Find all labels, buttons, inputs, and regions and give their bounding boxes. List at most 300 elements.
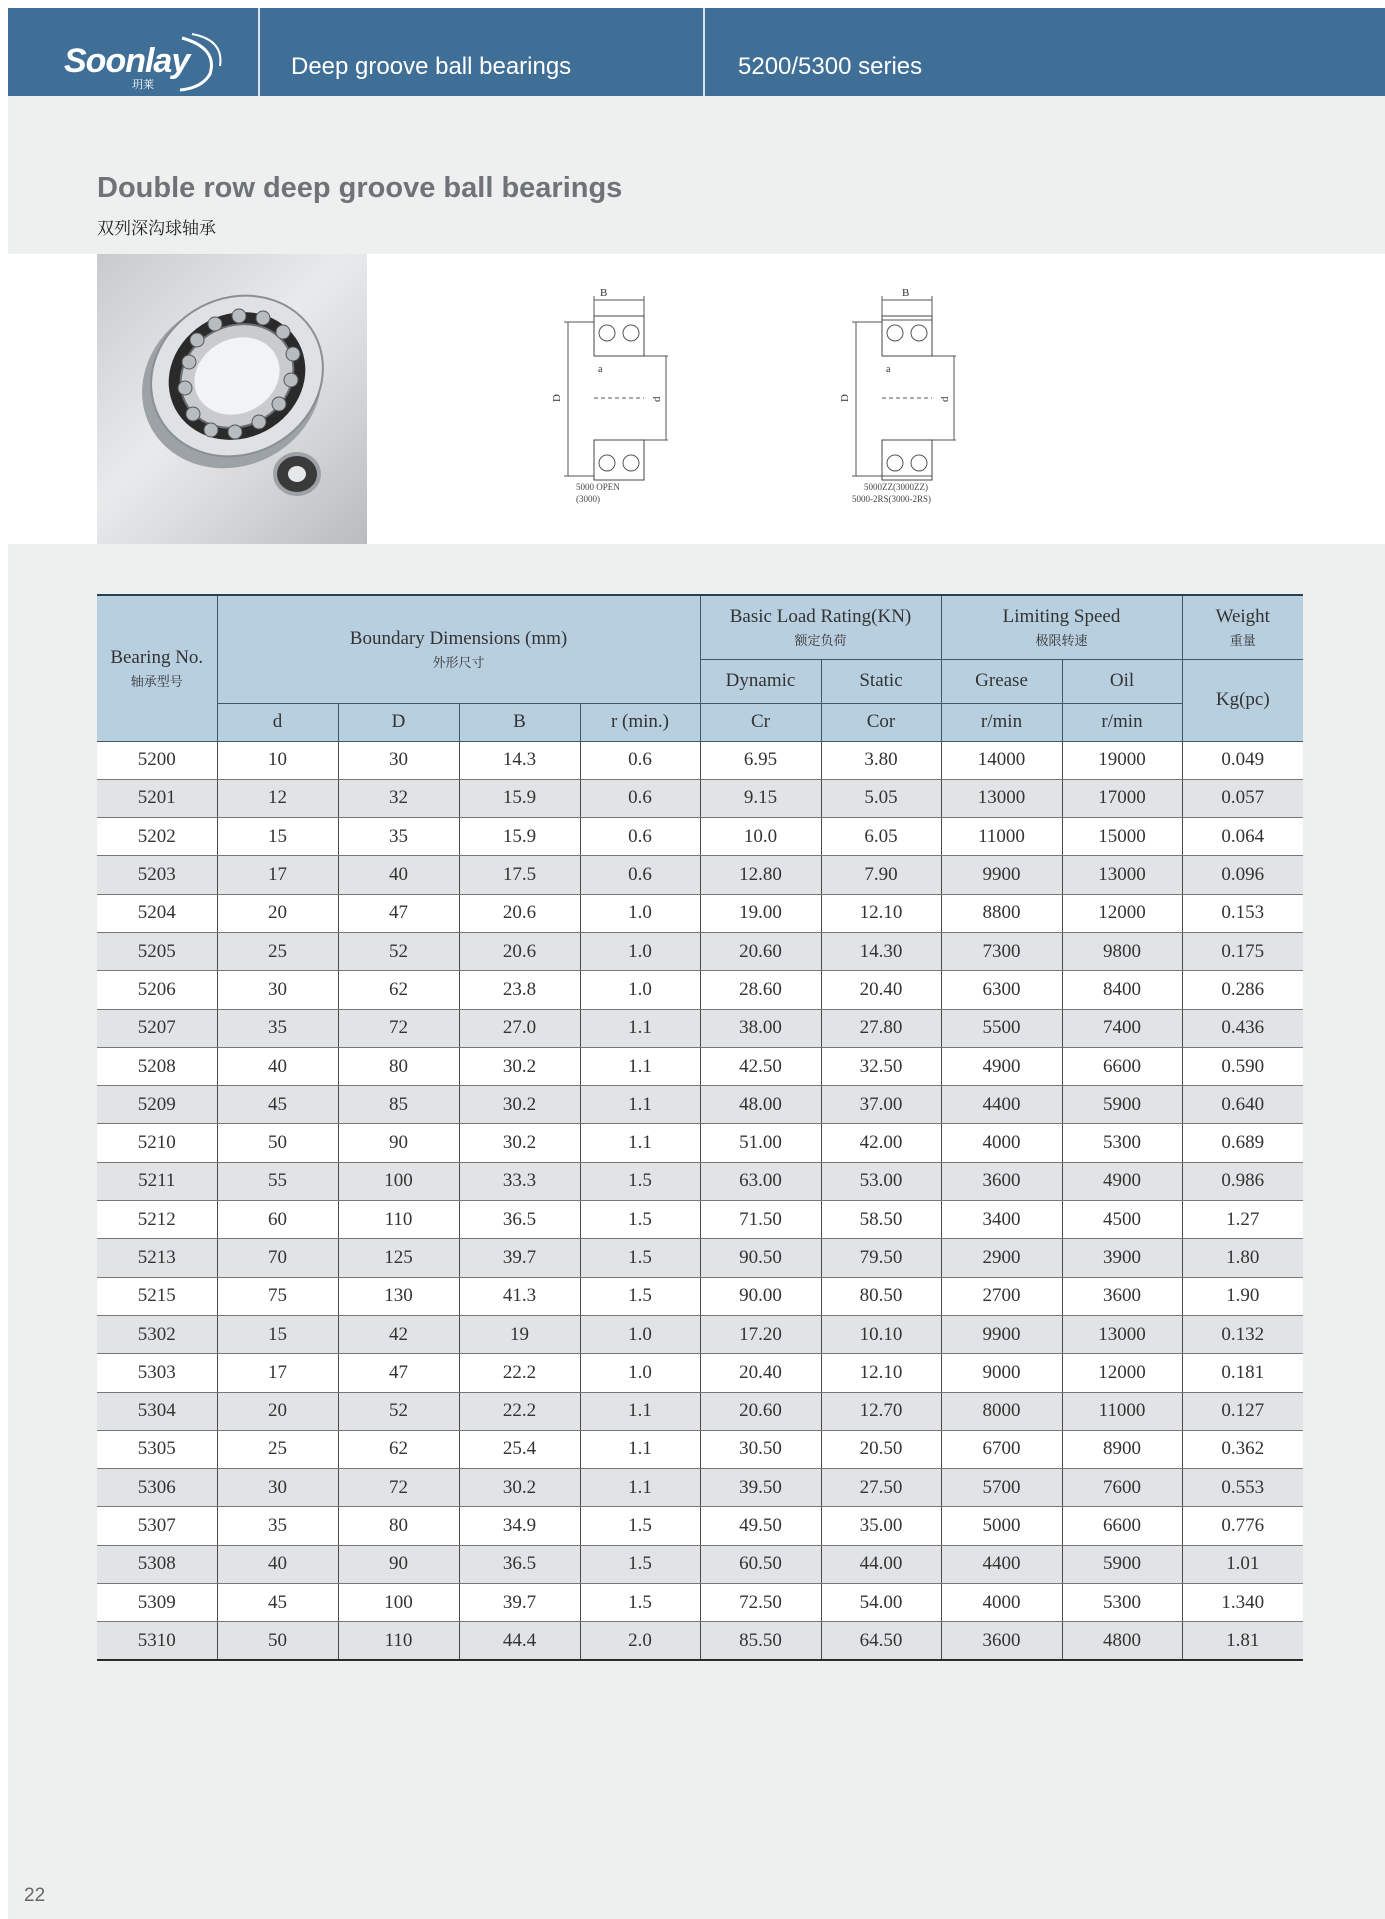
table-cell: 5215 bbox=[97, 1277, 217, 1315]
col-header-rmin-grease: r/min bbox=[941, 703, 1062, 741]
table-cell: 33.3 bbox=[459, 1162, 580, 1200]
table-cell: 5308 bbox=[97, 1545, 217, 1583]
table-cell: 52 bbox=[338, 1392, 459, 1430]
table-cell: 60.50 bbox=[700, 1545, 821, 1583]
table-row bbox=[97, 1430, 1303, 1468]
table-cell: 39.7 bbox=[459, 1584, 580, 1622]
table-cell: 62 bbox=[338, 971, 459, 1009]
table-cell: 48.00 bbox=[700, 1086, 821, 1124]
table-row bbox=[97, 1047, 1303, 1085]
table-cell: 5206 bbox=[97, 971, 217, 1009]
col-header-bearing-no: Bearing No. 轴承型号 bbox=[97, 595, 217, 741]
table-cell: 1.5 bbox=[580, 1239, 700, 1277]
table-cell: 47 bbox=[338, 894, 459, 932]
table-row bbox=[97, 1239, 1303, 1277]
table-cell: 5205 bbox=[97, 932, 217, 970]
col-header-weight: Weight 重量 bbox=[1182, 595, 1303, 659]
table-cell: 5304 bbox=[97, 1392, 217, 1430]
table-cell: 2900 bbox=[941, 1239, 1062, 1277]
table-cell: 50 bbox=[217, 1622, 338, 1660]
table-cell: 6700 bbox=[941, 1430, 1062, 1468]
table-cell: 5303 bbox=[97, 1354, 217, 1392]
table-cell: 1.1 bbox=[580, 1086, 700, 1124]
table-cell: 51.00 bbox=[700, 1124, 821, 1162]
table-row bbox=[97, 1584, 1303, 1622]
table-cell: 25.4 bbox=[459, 1430, 580, 1468]
col-header-cor: Cor bbox=[821, 703, 941, 741]
table-cell: 90.50 bbox=[700, 1239, 821, 1277]
diagram-caption: 5000 OPEN bbox=[576, 482, 620, 492]
table-cell: 60 bbox=[217, 1201, 338, 1239]
table-cell: 5305 bbox=[97, 1430, 217, 1468]
table-cell: 22.2 bbox=[459, 1392, 580, 1430]
table-cell: 5200 bbox=[97, 741, 217, 779]
table-cell: 0.286 bbox=[1182, 971, 1303, 1009]
page-title: Double row deep groove ball bearings bbox=[97, 172, 623, 204]
table-cell: 17 bbox=[217, 1354, 338, 1392]
table-cell: 10.10 bbox=[821, 1315, 941, 1353]
table-row bbox=[97, 971, 1303, 1009]
table-cell: 5203 bbox=[97, 856, 217, 894]
table-cell: 5.05 bbox=[821, 779, 941, 817]
table-cell: 20.60 bbox=[700, 1392, 821, 1430]
table-cell: 27.50 bbox=[821, 1469, 941, 1507]
table-cell: 30.2 bbox=[459, 1469, 580, 1507]
table-cell: 71.50 bbox=[700, 1201, 821, 1239]
col-header-dynamic: Dynamic bbox=[700, 659, 821, 703]
table-cell: 6.95 bbox=[700, 741, 821, 779]
table-cell: 17000 bbox=[1062, 779, 1182, 817]
table-row bbox=[97, 1469, 1303, 1507]
diagram-label-D: D bbox=[839, 394, 851, 402]
table-cell: 45 bbox=[217, 1584, 338, 1622]
diagram-label-b: B bbox=[902, 287, 910, 299]
table-cell: 12.70 bbox=[821, 1392, 941, 1430]
table-cell: 22.2 bbox=[459, 1354, 580, 1392]
table-cell: 72 bbox=[338, 1469, 459, 1507]
table-cell: 30 bbox=[338, 741, 459, 779]
table-cell: 17.20 bbox=[700, 1315, 821, 1353]
table-cell: 12000 bbox=[1062, 1354, 1182, 1392]
table-cell: 54.00 bbox=[821, 1584, 941, 1622]
table-cell: 40 bbox=[217, 1545, 338, 1583]
table-cell: 58.50 bbox=[821, 1201, 941, 1239]
table-cell: 5202 bbox=[97, 818, 217, 856]
table-cell: 7400 bbox=[1062, 1009, 1182, 1047]
col-header-kg: Kg(pc) bbox=[1182, 659, 1303, 741]
table-cell: 13000 bbox=[1062, 856, 1182, 894]
table-cell: 5207 bbox=[97, 1009, 217, 1047]
table-cell: 8400 bbox=[1062, 971, 1182, 1009]
table-cell: 52 bbox=[338, 932, 459, 970]
table-cell: 0.689 bbox=[1182, 1124, 1303, 1162]
table-cell: 42.00 bbox=[821, 1124, 941, 1162]
table-cell: 85 bbox=[338, 1086, 459, 1124]
col-header-d: d bbox=[217, 703, 338, 741]
table-cell: 20.50 bbox=[821, 1430, 941, 1468]
table-cell: 25 bbox=[217, 1430, 338, 1468]
table-cell: 38.00 bbox=[700, 1009, 821, 1047]
diagram-caption: (3000) bbox=[576, 494, 600, 504]
table-cell: 0.049 bbox=[1182, 741, 1303, 779]
table-cell: 5310 bbox=[97, 1622, 217, 1660]
table-cell: 0.057 bbox=[1182, 779, 1303, 817]
table-cell: 5500 bbox=[941, 1009, 1062, 1047]
table-cell: 1.81 bbox=[1182, 1622, 1303, 1660]
table-cell: 1.1 bbox=[580, 1124, 700, 1162]
table-cell: 5900 bbox=[1062, 1545, 1182, 1583]
col-header-B: B bbox=[459, 703, 580, 741]
table-cell: 37.00 bbox=[821, 1086, 941, 1124]
col-header-cr: Cr bbox=[700, 703, 821, 741]
col-header-boundary: Boundary Dimensions (mm) 外形尺寸 bbox=[217, 595, 700, 703]
table-row bbox=[97, 1354, 1303, 1392]
table-cell: 3900 bbox=[1062, 1239, 1182, 1277]
table-cell: 30 bbox=[217, 1469, 338, 1507]
header-divider bbox=[703, 8, 705, 96]
table-row bbox=[97, 1507, 1303, 1545]
table-cell: 90.00 bbox=[700, 1277, 821, 1315]
table-cell: 1.0 bbox=[580, 1315, 700, 1353]
table-cell: 1.5 bbox=[580, 1507, 700, 1545]
table-cell: 1.1 bbox=[580, 1047, 700, 1085]
table-cell: 36.5 bbox=[459, 1201, 580, 1239]
table-cell: 0.153 bbox=[1182, 894, 1303, 932]
table-cell: 15 bbox=[217, 1315, 338, 1353]
table-cell: 6600 bbox=[1062, 1507, 1182, 1545]
table-row bbox=[97, 1545, 1303, 1583]
table-cell: 27.80 bbox=[821, 1009, 941, 1047]
table-cell: 5302 bbox=[97, 1315, 217, 1353]
table-cell: 36.5 bbox=[459, 1545, 580, 1583]
table-row bbox=[97, 779, 1303, 817]
table-cell: 90 bbox=[338, 1124, 459, 1162]
table-cell: 44.00 bbox=[821, 1545, 941, 1583]
table-cell: 5211 bbox=[97, 1162, 217, 1200]
table-cell: 15000 bbox=[1062, 818, 1182, 856]
table-cell: 45 bbox=[217, 1086, 338, 1124]
table-cell: 19.00 bbox=[700, 894, 821, 932]
table-cell: 0.181 bbox=[1182, 1354, 1303, 1392]
table-cell: 42.50 bbox=[700, 1047, 821, 1085]
table-cell: 4900 bbox=[1062, 1162, 1182, 1200]
table-cell: 39.7 bbox=[459, 1239, 580, 1277]
table-cell: 5210 bbox=[97, 1124, 217, 1162]
table-row bbox=[97, 856, 1303, 894]
table-cell: 1.1 bbox=[580, 1430, 700, 1468]
table-cell: 1.01 bbox=[1182, 1545, 1303, 1583]
table-cell: 5000 bbox=[941, 1507, 1062, 1545]
diagram-caption: 5000ZZ(3000ZZ) bbox=[864, 482, 928, 492]
table-row bbox=[97, 1086, 1303, 1124]
table-cell: 8900 bbox=[1062, 1430, 1182, 1468]
table-cell: 3600 bbox=[941, 1622, 1062, 1660]
table-cell: 15 bbox=[217, 818, 338, 856]
table-cell: 5300 bbox=[1062, 1584, 1182, 1622]
table-cell: 80 bbox=[338, 1047, 459, 1085]
table-cell: 3600 bbox=[941, 1162, 1062, 1200]
table-cell: 100 bbox=[338, 1162, 459, 1200]
diagram-caption: 5000-2RS(3000-2RS) bbox=[852, 494, 932, 504]
table-cell: 80 bbox=[338, 1507, 459, 1545]
table-cell: 79.50 bbox=[821, 1239, 941, 1277]
table-cell: 9.15 bbox=[700, 779, 821, 817]
diagram-label-a: a bbox=[886, 364, 891, 375]
table-row bbox=[97, 1009, 1303, 1047]
table-cell: 5900 bbox=[1062, 1086, 1182, 1124]
table-body bbox=[97, 741, 1303, 1660]
table-cell: 15.9 bbox=[459, 779, 580, 817]
logo-swoosh-icon bbox=[172, 30, 224, 92]
table-cell: 1.340 bbox=[1182, 1584, 1303, 1622]
table-cell: 17.5 bbox=[459, 856, 580, 894]
table-row bbox=[97, 1622, 1303, 1660]
table-cell: 0.776 bbox=[1182, 1507, 1303, 1545]
table-cell: 1.5 bbox=[580, 1584, 700, 1622]
table-row bbox=[97, 1315, 1303, 1353]
table-cell: 12000 bbox=[1062, 894, 1182, 932]
table-cell: 0.064 bbox=[1182, 818, 1303, 856]
table-cell: 55 bbox=[217, 1162, 338, 1200]
table-cell: 62 bbox=[338, 1430, 459, 1468]
table-cell: 44.4 bbox=[459, 1622, 580, 1660]
header-divider bbox=[258, 8, 260, 96]
table-cell: 1.1 bbox=[580, 1392, 700, 1430]
table-cell: 63.00 bbox=[700, 1162, 821, 1200]
header-band bbox=[8, 8, 1385, 96]
table-cell: 110 bbox=[338, 1622, 459, 1660]
table-cell: 30.2 bbox=[459, 1047, 580, 1085]
table-cell: 40 bbox=[217, 1047, 338, 1085]
table-cell: 53.00 bbox=[821, 1162, 941, 1200]
table-cell: 20.60 bbox=[700, 932, 821, 970]
table-cell: 8000 bbox=[941, 1392, 1062, 1430]
table-cell: 3600 bbox=[1062, 1277, 1182, 1315]
table-cell: 72 bbox=[338, 1009, 459, 1047]
table-cell: 0.127 bbox=[1182, 1392, 1303, 1430]
table-cell: 34.9 bbox=[459, 1507, 580, 1545]
table-cell: 0.553 bbox=[1182, 1469, 1303, 1507]
table-cell: 9900 bbox=[941, 1315, 1062, 1353]
col-header-oil: Oil bbox=[1062, 659, 1182, 703]
section-title: Deep groove ball bearings bbox=[291, 53, 572, 80]
table-cell: 7600 bbox=[1062, 1469, 1182, 1507]
table-cell: 3400 bbox=[941, 1201, 1062, 1239]
table-cell: 20.6 bbox=[459, 894, 580, 932]
table-cell: 32.50 bbox=[821, 1047, 941, 1085]
table-cell: 4400 bbox=[941, 1086, 1062, 1124]
table-cell: 11000 bbox=[941, 818, 1062, 856]
table-cell: 64.50 bbox=[821, 1622, 941, 1660]
bearing-photo bbox=[97, 254, 367, 544]
table-cell: 8800 bbox=[941, 894, 1062, 932]
table-cell: 13000 bbox=[1062, 1315, 1182, 1353]
table-cell: 13000 bbox=[941, 779, 1062, 817]
table-cell: 6.05 bbox=[821, 818, 941, 856]
table-row bbox=[97, 1162, 1303, 1200]
page-number: 22 bbox=[24, 1885, 46, 1906]
table-row bbox=[97, 1124, 1303, 1162]
table-cell: 5306 bbox=[97, 1469, 217, 1507]
table-row bbox=[97, 894, 1303, 932]
table-cell: 7300 bbox=[941, 932, 1062, 970]
table-cell: 35 bbox=[217, 1009, 338, 1047]
table-cell: 12.10 bbox=[821, 894, 941, 932]
table-cell: 35 bbox=[338, 818, 459, 856]
table-cell: 23.8 bbox=[459, 971, 580, 1009]
diagram-open bbox=[540, 280, 670, 510]
table-cell: 6600 bbox=[1062, 1047, 1182, 1085]
table-cell: 10 bbox=[217, 741, 338, 779]
table-cell: 50 bbox=[217, 1124, 338, 1162]
table-cell: 4900 bbox=[941, 1047, 1062, 1085]
table-cell: 28.60 bbox=[700, 971, 821, 1009]
table-cell: 4000 bbox=[941, 1584, 1062, 1622]
table-cell: 14.30 bbox=[821, 932, 941, 970]
table-cell: 0.6 bbox=[580, 779, 700, 817]
table-cell: 35.00 bbox=[821, 1507, 941, 1545]
table-cell: 4500 bbox=[1062, 1201, 1182, 1239]
logo-subtext: 玥莱 bbox=[132, 79, 154, 91]
table-cell: 20.40 bbox=[700, 1354, 821, 1392]
table-cell: 9900 bbox=[941, 856, 1062, 894]
table-cell: 6300 bbox=[941, 971, 1062, 1009]
table-cell: 5212 bbox=[97, 1201, 217, 1239]
table-cell: 0.096 bbox=[1182, 856, 1303, 894]
table-cell: 25 bbox=[217, 932, 338, 970]
table-cell: 5201 bbox=[97, 779, 217, 817]
table-cell: 20 bbox=[217, 894, 338, 932]
col-header-D: D bbox=[338, 703, 459, 741]
table-cell: 47 bbox=[338, 1354, 459, 1392]
table-cell: 12.10 bbox=[821, 1354, 941, 1392]
table-cell: 1.5 bbox=[580, 1545, 700, 1583]
table-cell: 1.90 bbox=[1182, 1277, 1303, 1315]
table-cell: 14.3 bbox=[459, 741, 580, 779]
table-cell: 5300 bbox=[1062, 1124, 1182, 1162]
table-cell: 5309 bbox=[97, 1584, 217, 1622]
diagram-label-a: a bbox=[598, 364, 603, 375]
table-cell: 4800 bbox=[1062, 1622, 1182, 1660]
table-cell: 100 bbox=[338, 1584, 459, 1622]
table-cell: 30.2 bbox=[459, 1124, 580, 1162]
table-cell: 9000 bbox=[941, 1354, 1062, 1392]
logo-text: Soonlay bbox=[64, 42, 190, 80]
table-cell: 1.1 bbox=[580, 1009, 700, 1047]
table-cell: 39.50 bbox=[700, 1469, 821, 1507]
table-cell: 19 bbox=[459, 1315, 580, 1353]
table-cell: 0.6 bbox=[580, 818, 700, 856]
series-title: 5200/5300 series bbox=[738, 53, 923, 80]
bearing-spec-table bbox=[97, 594, 1303, 1661]
table-cell: 30.50 bbox=[700, 1430, 821, 1468]
table-cell: 70 bbox=[217, 1239, 338, 1277]
col-header-load: Basic Load Rating(KN) 额定负荷 bbox=[700, 595, 941, 659]
table-cell: 0.175 bbox=[1182, 932, 1303, 970]
table-cell: 40 bbox=[338, 856, 459, 894]
table-cell: 4000 bbox=[941, 1124, 1062, 1162]
table-cell: 0.986 bbox=[1182, 1162, 1303, 1200]
table-cell: 7.90 bbox=[821, 856, 941, 894]
table-cell: 11000 bbox=[1062, 1392, 1182, 1430]
diagram-sealed bbox=[830, 280, 970, 510]
col-header-static: Static bbox=[821, 659, 941, 703]
table-cell: 5204 bbox=[97, 894, 217, 932]
table-cell: 80.50 bbox=[821, 1277, 941, 1315]
table-cell: 32 bbox=[338, 779, 459, 817]
table-cell: 1.5 bbox=[580, 1201, 700, 1239]
table-cell: 85.50 bbox=[700, 1622, 821, 1660]
table-cell: 2700 bbox=[941, 1277, 1062, 1315]
table-cell: 15.9 bbox=[459, 818, 580, 856]
table-cell: 5307 bbox=[97, 1507, 217, 1545]
table-cell: 1.80 bbox=[1182, 1239, 1303, 1277]
table-cell: 41.3 bbox=[459, 1277, 580, 1315]
table-cell: 5700 bbox=[941, 1469, 1062, 1507]
table-cell: 3.80 bbox=[821, 741, 941, 779]
page-subtitle: 双列深沟球轴承 bbox=[97, 219, 216, 239]
table-cell: 1.0 bbox=[580, 932, 700, 970]
table-cell: 12.80 bbox=[700, 856, 821, 894]
col-header-r: r (min.) bbox=[580, 703, 700, 741]
table-cell: 75 bbox=[217, 1277, 338, 1315]
table-cell: 125 bbox=[338, 1239, 459, 1277]
diagram-label-D: D bbox=[551, 394, 563, 402]
col-header-grease: Grease bbox=[941, 659, 1062, 703]
table-cell: 20.6 bbox=[459, 932, 580, 970]
table-cell: 0.132 bbox=[1182, 1315, 1303, 1353]
table-cell: 1.5 bbox=[580, 1162, 700, 1200]
table-row bbox=[97, 1277, 1303, 1315]
table-row bbox=[97, 741, 1303, 779]
table-cell: 5209 bbox=[97, 1086, 217, 1124]
table-cell: 0.436 bbox=[1182, 1009, 1303, 1047]
table-cell: 130 bbox=[338, 1277, 459, 1315]
table-cell: 4400 bbox=[941, 1545, 1062, 1583]
table-cell: 5213 bbox=[97, 1239, 217, 1277]
diagram-label-d: d bbox=[651, 396, 663, 402]
table-cell: 0.362 bbox=[1182, 1430, 1303, 1468]
table-cell: 5208 bbox=[97, 1047, 217, 1085]
table-cell: 1.27 bbox=[1182, 1201, 1303, 1239]
table-cell: 90 bbox=[338, 1545, 459, 1583]
table-cell: 12 bbox=[217, 779, 338, 817]
col-header-rmin-oil: r/min bbox=[1062, 703, 1182, 741]
table-row bbox=[97, 818, 1303, 856]
table-cell: 30 bbox=[217, 971, 338, 1009]
table-cell: 0.590 bbox=[1182, 1047, 1303, 1085]
table-cell: 2.0 bbox=[580, 1622, 700, 1660]
col-header-speed: Limiting Speed 极限转速 bbox=[941, 595, 1182, 659]
table-row bbox=[97, 1201, 1303, 1239]
table-cell: 10.0 bbox=[700, 818, 821, 856]
table-cell: 0.640 bbox=[1182, 1086, 1303, 1124]
table-cell: 49.50 bbox=[700, 1507, 821, 1545]
table-cell: 20.40 bbox=[821, 971, 941, 1009]
table-cell: 20 bbox=[217, 1392, 338, 1430]
table-cell: 30.2 bbox=[459, 1086, 580, 1124]
table-row bbox=[97, 1392, 1303, 1430]
table-cell: 42 bbox=[338, 1315, 459, 1353]
table-row bbox=[97, 932, 1303, 970]
table-cell: 1.0 bbox=[580, 894, 700, 932]
table-cell: 1.5 bbox=[580, 1277, 700, 1315]
table-cell: 17 bbox=[217, 856, 338, 894]
table-cell: 14000 bbox=[941, 741, 1062, 779]
diagram-label-d: d bbox=[939, 396, 951, 402]
table-cell: 35 bbox=[217, 1507, 338, 1545]
table-cell: 27.0 bbox=[459, 1009, 580, 1047]
